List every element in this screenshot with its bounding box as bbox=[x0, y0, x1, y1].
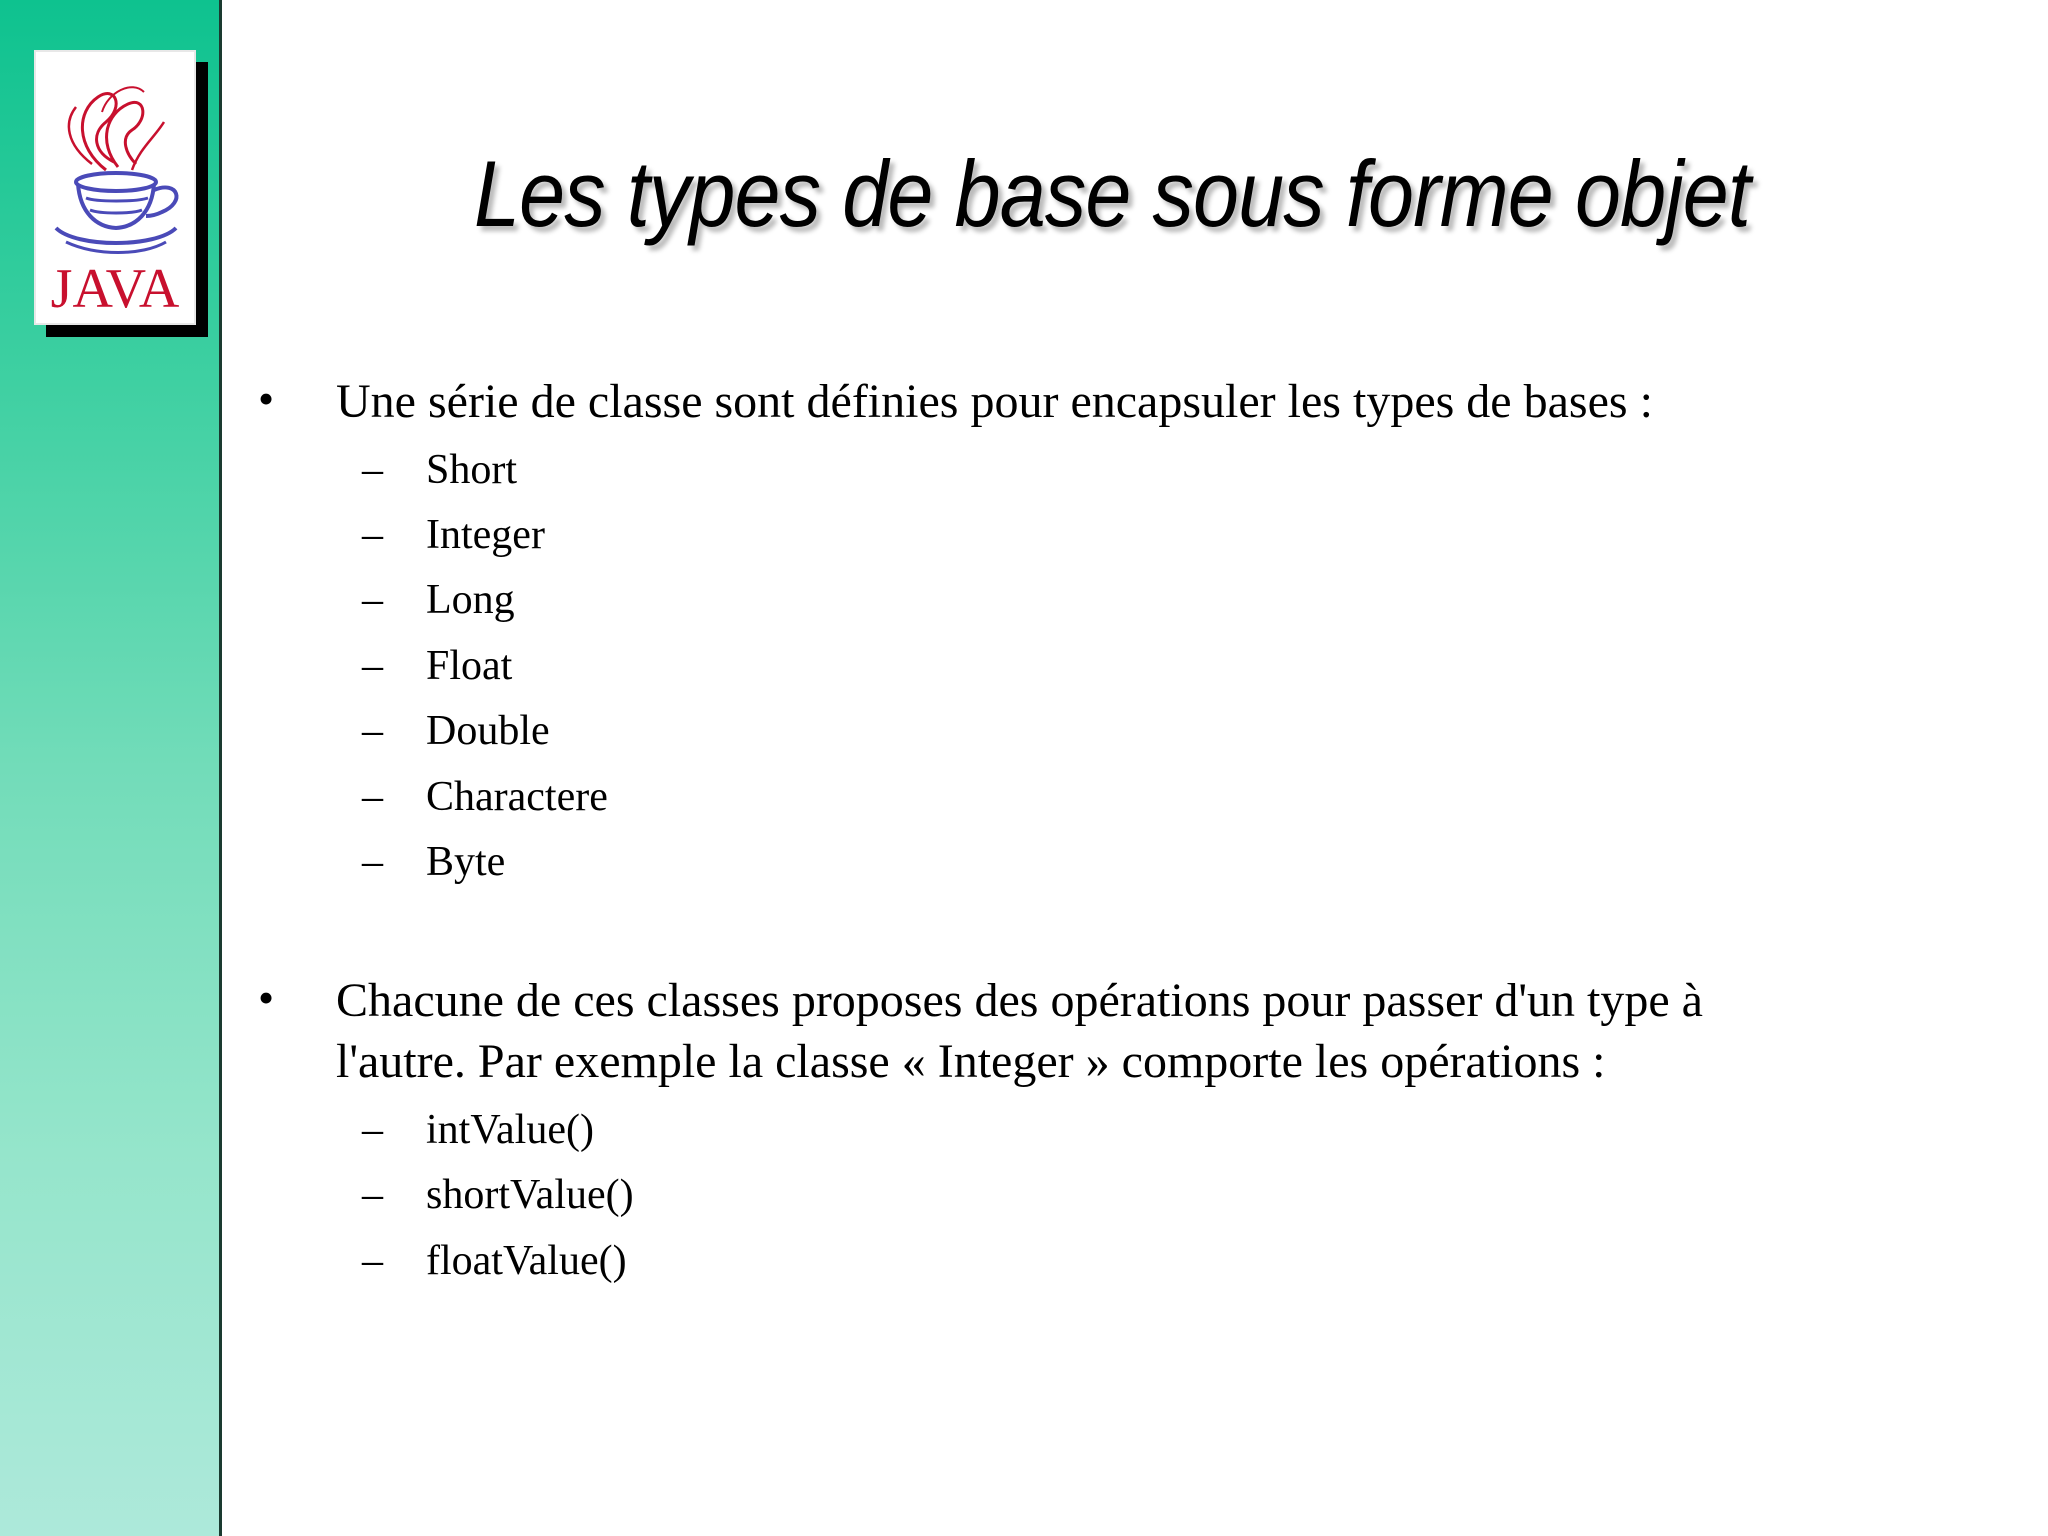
dash-marker: – bbox=[362, 1107, 383, 1153]
dash-marker: – bbox=[362, 839, 383, 885]
dash-marker: – bbox=[362, 708, 383, 754]
bullet-marker: • bbox=[258, 972, 275, 1023]
slide-title: Les types de base sous forme objet bbox=[474, 141, 1750, 246]
logo-text: JAVA bbox=[50, 258, 180, 320]
dash-marker: – bbox=[362, 577, 383, 623]
dash-marker: – bbox=[362, 643, 383, 689]
list-item: floatValue() bbox=[426, 1238, 627, 1284]
list-item: Integer bbox=[426, 512, 545, 558]
bullet-marker: • bbox=[258, 373, 275, 424]
list-item: Double bbox=[426, 708, 550, 754]
dash-marker: – bbox=[362, 1172, 383, 1218]
bullet-text-line2: l'autre. Par exemple la classe « Integer » comporte les opérations : bbox=[336, 1035, 1606, 1088]
list-item: Long bbox=[426, 577, 515, 623]
list-item: Charactere bbox=[426, 774, 608, 820]
dash-marker: – bbox=[362, 774, 383, 820]
dash-marker: – bbox=[362, 512, 383, 558]
bullet-text-line1: Chacune de ces classes proposes des opérations pour passer d'un type à bbox=[336, 974, 1703, 1027]
bullet-text: Une série de classe sont définies pour encapsuler les types de bases : bbox=[336, 375, 1653, 428]
dash-marker: – bbox=[362, 1238, 383, 1284]
list-item: Float bbox=[426, 643, 513, 689]
list-item: Byte bbox=[426, 839, 506, 885]
list-item: Short bbox=[426, 447, 518, 493]
dash-marker: – bbox=[362, 447, 383, 493]
list-item: intValue() bbox=[426, 1107, 594, 1153]
list-item: shortValue() bbox=[426, 1172, 634, 1218]
